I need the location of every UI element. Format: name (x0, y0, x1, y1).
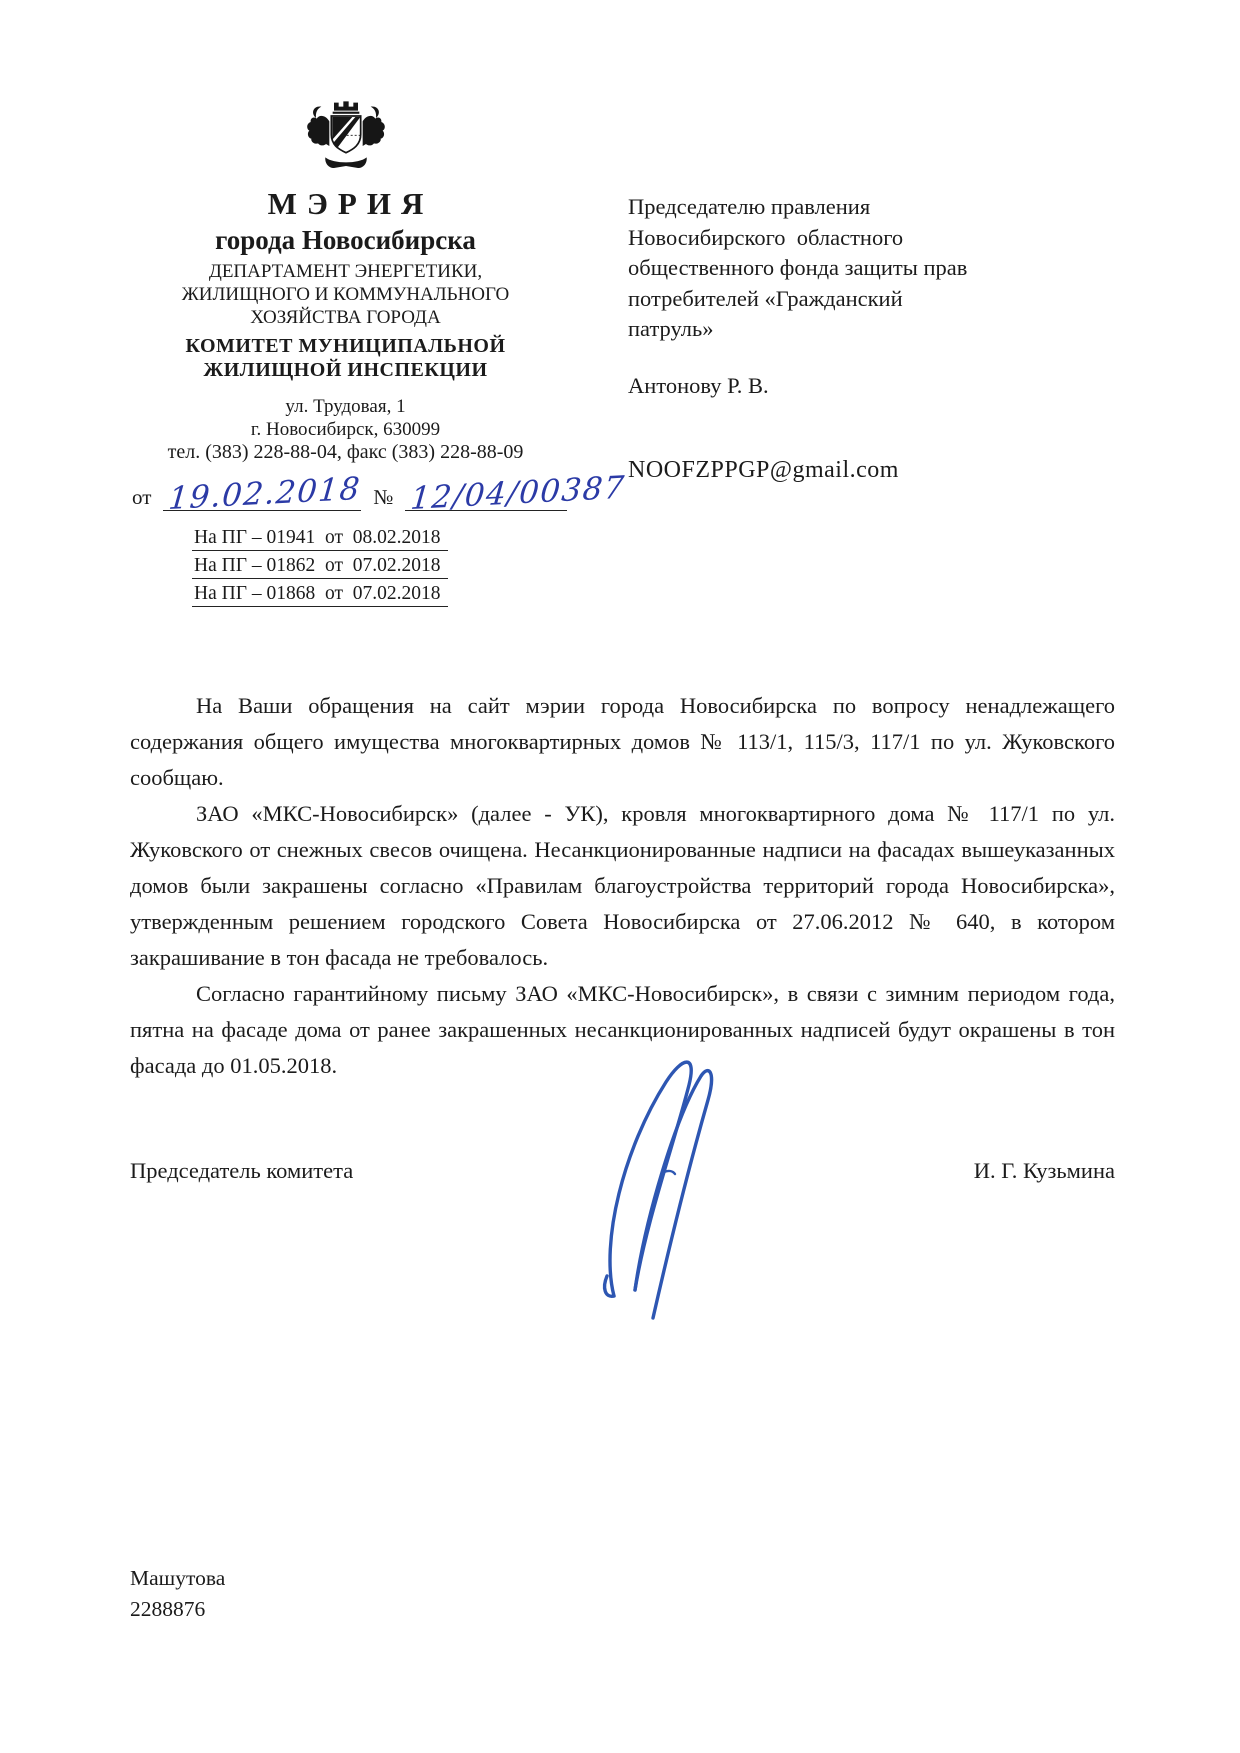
executor-name: Машутова (130, 1566, 226, 1590)
reference-line: На ПГ – 01941 от 08.02.2018 (192, 527, 448, 551)
recipient-line: общественного фонда защиты прав (628, 255, 968, 280)
body-paragraph: ЗАО «МКС-Новосибирск» (далее - УК), кровля многоквартирного дома № 117/1 по ул. Жуковского от снежных свесов очищена. Несанкционированные надписи на фасадах вышеуказанных домов были закрашены согласно «Правилам благоустройства территорий города Новосибирска», утвержденным решением городского Совета Новосибирска от 27.06.2012 № 640, в котором закрашивание в тон фасада не требовалось. (130, 801, 1115, 970)
address-city: г. Новосибирск, 630099 (250, 419, 441, 440)
from-label: от (132, 485, 152, 509)
incoming-references (192, 527, 448, 607)
executor-phone: 2288876 (130, 1597, 206, 1621)
handwritten-signature (576, 1030, 746, 1320)
signer-position-title: Председатель комитета (130, 1158, 354, 1183)
outgoing-row (118, 469, 628, 517)
outgoing-number-handwritten: 12/04/00387 (409, 469, 628, 517)
department-line: ХОЗЯЙСТВА ГОРОДА (250, 307, 441, 328)
body-paragraph: На Ваши обращения на сайт мэрии города Новосибирска по вопросу ненадлежащего содержания общего имущества многоквартирных домов № 113/1, 115/3, 117/1 по ул. Жуковского сообщаю. (130, 693, 1115, 790)
recipient-email: NOOFZPPGP@gmail.com (628, 456, 899, 483)
reference-line: На ПГ – 01862 от 07.02.2018 (192, 555, 448, 579)
sender-address (118, 395, 573, 464)
committee-line: КОМИТЕТ МУНИЦИПАЛЬНОЙ (185, 335, 506, 357)
recipient-block (628, 192, 1068, 484)
outgoing-date-handwritten: 19.02.2018 (167, 470, 363, 517)
address-phone-fax: тел. (383) 228-88-04, факс (383) 228-88-09 (167, 441, 524, 463)
number-label: № (373, 485, 394, 509)
recipient-name: Антонову Р. В. (628, 372, 769, 398)
recipient-line: патруль» (628, 316, 714, 341)
recipient-line: Новосибирского областного (628, 224, 904, 250)
department-line: ЖИЛИЩНОГО И КОММУНАЛЬНОГО (181, 284, 510, 305)
committee-name (118, 334, 573, 382)
outgoing-number-slot (405, 469, 628, 517)
department-line: ДЕПАРТАМЕНТ ЭНЕРГЕТИКИ, (208, 261, 483, 282)
executor-block (130, 1563, 225, 1625)
reference-line: На ПГ – 01868 от 07.02.2018 (192, 583, 448, 607)
signer-name: И. Г. Кузьмина (973, 1158, 1115, 1183)
org-name-line2: города Новосибирска (215, 225, 476, 255)
recipient-line: потребителей «Гражданский (628, 285, 903, 311)
department-name (118, 260, 573, 329)
outgoing-date-slot (163, 470, 363, 517)
body-paragraph: Согласно гарантийному письму ЗАО «МКС-Новосибирск», в связи с зимним периодом года, пятна на фасаде дома от ранее закрашенных несанкционированных надписей будут окрашены в тон фасада до 01.05.2018. (130, 981, 1115, 1078)
letterhead (118, 96, 628, 611)
committee-line: ЖИЛИЩНОЙ ИНСПЕКЦИИ (203, 359, 488, 381)
org-name-line1: МЭРИЯ (267, 186, 434, 221)
letter-body (130, 688, 1115, 1084)
recipient-line: Председателю правления (628, 194, 871, 219)
novosibirsk-emblem-icon (296, 96, 396, 180)
address-street: ул. Трудовая, 1 (285, 396, 406, 417)
